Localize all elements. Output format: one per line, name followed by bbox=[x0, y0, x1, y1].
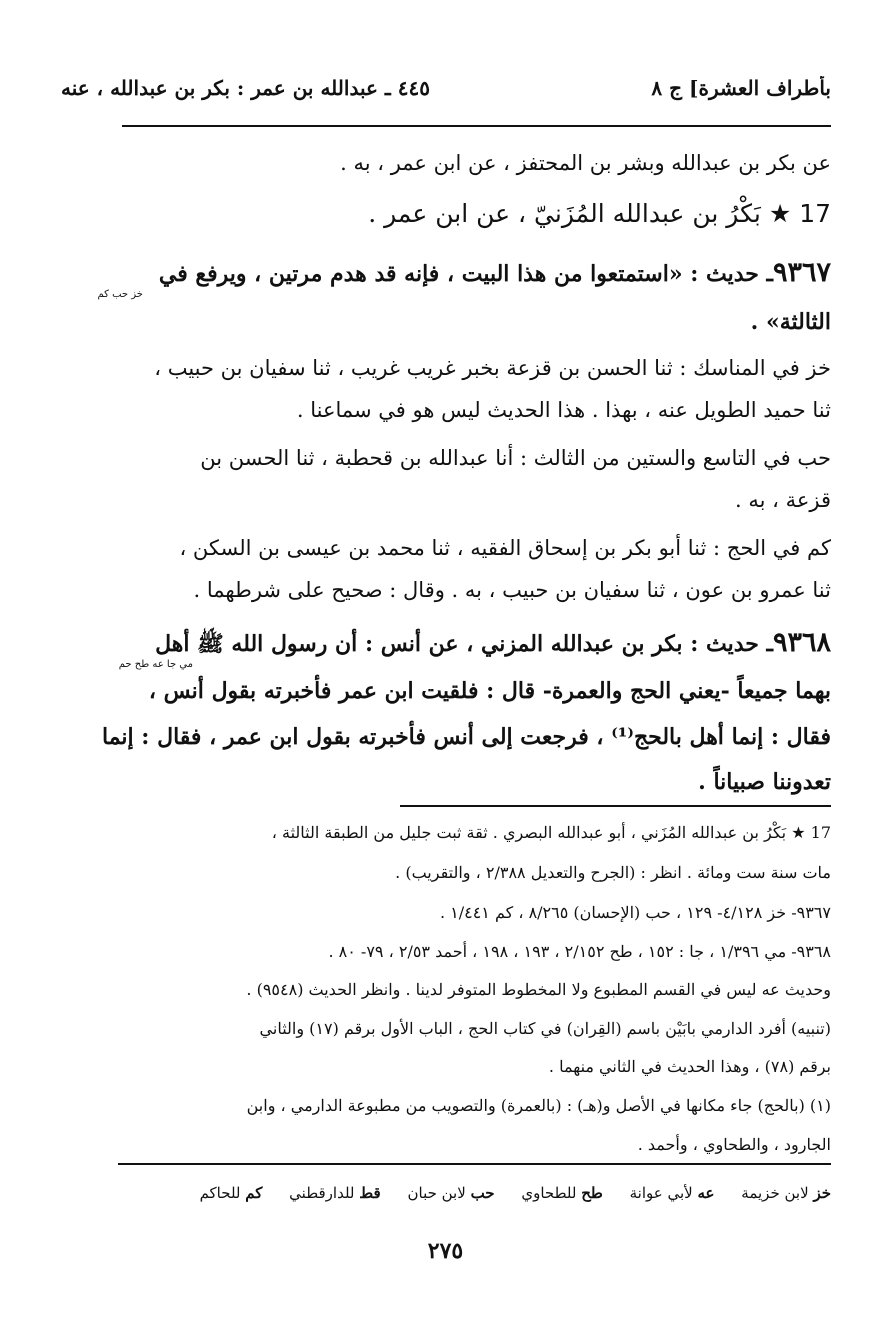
km-line-2: ثنا عمرو بن عون ، ثنا سفيان بن حبيب ، به . وقال : صحيح على شرطهما . bbox=[193, 578, 831, 602]
khz-line-2: ثنا حميد الطويل عنه ، بهذا . هذا الحديث ليس هو في سماعنا . bbox=[296, 398, 831, 422]
legend-name: لأبي عوانة bbox=[629, 1184, 693, 1202]
hadith-9368-line-1 bbox=[61, 624, 831, 662]
legend-rule bbox=[118, 1163, 831, 1165]
footnote-tanbih-1: (تنبيه) أفرد الدارمي بابَيْن باسم (القِران) في كتاب الحج ، الباب الأول برقم (١٧) والثاني bbox=[259, 1019, 831, 1038]
legend-item bbox=[630, 1184, 715, 1202]
header-chapter: ٤٤٥ ـ عبدالله بن عمر : بكر بن عبدالله ، عنه bbox=[61, 76, 430, 100]
hb-line-1: حب في التاسع والستين من الثالث : أنا عبدالله بن قحطبة ، ثنا الحسن بن bbox=[200, 446, 831, 470]
narrator-name: بَكْرُ بن عبدالله المُزَنيّ ، عن ابن عمر . bbox=[368, 199, 761, 228]
running-header bbox=[61, 76, 831, 110]
footnote-9368: ٩٣٦٨- مي ١/٣٩٦ ، جا : ١٥٢ ، طح ٢/١٥٢ ، ١٩٣ ، ١٩٨ ، أحمد ٢/٥٣ ، ٧٩- ٨٠ . bbox=[328, 942, 831, 961]
hb-line-2: قزعة ، به . bbox=[735, 488, 831, 512]
hadith-9368-text: ـ حديث : بكر بن عبدالله المزني ، عن أنس : أن رسول الله ﷺ أهل bbox=[155, 631, 773, 657]
header-volume: بأطراف العشرة] ج ٨ bbox=[651, 76, 831, 100]
hadith-9367-line-2: الثالثة» . bbox=[750, 309, 831, 335]
narrator-number: 17 bbox=[799, 199, 831, 228]
abbreviation-legend bbox=[60, 1184, 831, 1212]
hadith-9368-line-3: فقال : إنما أهل بالحج⁽¹⁾ ، فرجعت إلى أنس فأخبرته بقول ابن عمر ، فقال : إنما bbox=[101, 724, 831, 750]
legend-abbr: كم bbox=[245, 1184, 263, 1202]
legend-abbr: قط bbox=[359, 1184, 381, 1202]
legend-item bbox=[407, 1184, 494, 1202]
legend-abbr: خز bbox=[813, 1184, 831, 1202]
footnote-9368-note: وحديث عه ليس في القسم المطبوع ولا المخطوط المتوفر لدينا . وانظر الحديث (٩٥٤٨) . bbox=[246, 980, 831, 999]
legend-name: للطحاوي bbox=[521, 1184, 577, 1202]
legend-abbr: حب bbox=[470, 1184, 495, 1202]
footnote-narrator-1: 17 ★ بَكْرُ بن عبدالله المُزَني ، أبو عبدالله البصري . ثقة ثبت جليل من الطبقة الثالثة ، bbox=[271, 823, 831, 842]
khz-line-1: خز في المناسك : ثنا الحسن بن قزعة بخبر غريب غريب ، ثنا سفيان بن حبيب ، bbox=[154, 356, 831, 380]
header-rule bbox=[122, 125, 831, 127]
hadith-9368-sigla: مي جا عه طح حم bbox=[118, 659, 193, 670]
hadith-9367-sigla: خز حب كم bbox=[97, 289, 143, 300]
legend-name: لابن حبان bbox=[407, 1184, 466, 1202]
hadith-9367-text: ـ حديث : «استمتعوا من هذا البيت ، فإنه قد هدم مرتين ، ويرفع في bbox=[158, 261, 773, 287]
legend-item bbox=[289, 1184, 381, 1202]
legend-item bbox=[741, 1184, 831, 1202]
footnote-narrator-2: مات سنة ست ومائة . انظر : (الجرح والتعديل ٢/٣٨٨ ، والتقريب) . bbox=[395, 863, 831, 882]
footnote-1-line-1: (١) (بالحج) جاء مكانها في الأصل و(هـ) : (بالعمرة) والتصويب من مطبوعة الدارمي ، وابن bbox=[246, 1096, 831, 1115]
hadith-9368-line-2: بهما جميعاً -يعني الحج والعمرة- قال : فلقيت ابن عمر فأخبرته بقول أنس ، bbox=[148, 678, 831, 704]
legend-name: لابن خزيمة bbox=[741, 1184, 809, 1202]
legend-abbr: طح bbox=[581, 1184, 603, 1202]
km-line-1: كم في الحج : ثنا أبو بكر بن إسحاق الفقيه ، ثنا محمد بن عيسى بن السكن ، bbox=[179, 536, 831, 560]
hadith-number-9368: ٩٣٦٨ bbox=[772, 627, 831, 658]
hadith-9367-line-1 bbox=[61, 254, 831, 292]
legend-item bbox=[200, 1184, 263, 1202]
legend-abbr: عه bbox=[697, 1184, 715, 1202]
legend-name: للحاكم bbox=[199, 1184, 241, 1202]
narrator-heading bbox=[61, 194, 831, 234]
legend-item bbox=[521, 1184, 602, 1202]
star-icon: ★ bbox=[768, 199, 792, 228]
footnote-1-line-2: الجارود ، والطحاوي ، وأحمد . bbox=[637, 1135, 831, 1154]
body-line-continuation: عن بكر بن عبدالله وبشر بن المحتفز ، عن ابن عمر ، به . bbox=[340, 151, 831, 175]
footnote-9367: ٩٣٦٧- خز ٤/١٢٨- ١٢٩ ، حب (الإحسان) ٨/٢٦٥ ، كم ١/٤٤١ . bbox=[439, 903, 831, 922]
footnote-rule bbox=[400, 805, 831, 807]
legend-name: للدارقطني bbox=[289, 1184, 355, 1202]
page-number: ٢٧٥ bbox=[427, 1238, 464, 1264]
hadith-number-9367: ٩٣٦٧ bbox=[772, 257, 831, 288]
hadith-9368-line-4: تعدوننا صبياناً . bbox=[698, 769, 831, 795]
footnote-tanbih-2: برقم (٧٨) ، وهذا الحديث في الثاني منهما . bbox=[548, 1057, 831, 1076]
